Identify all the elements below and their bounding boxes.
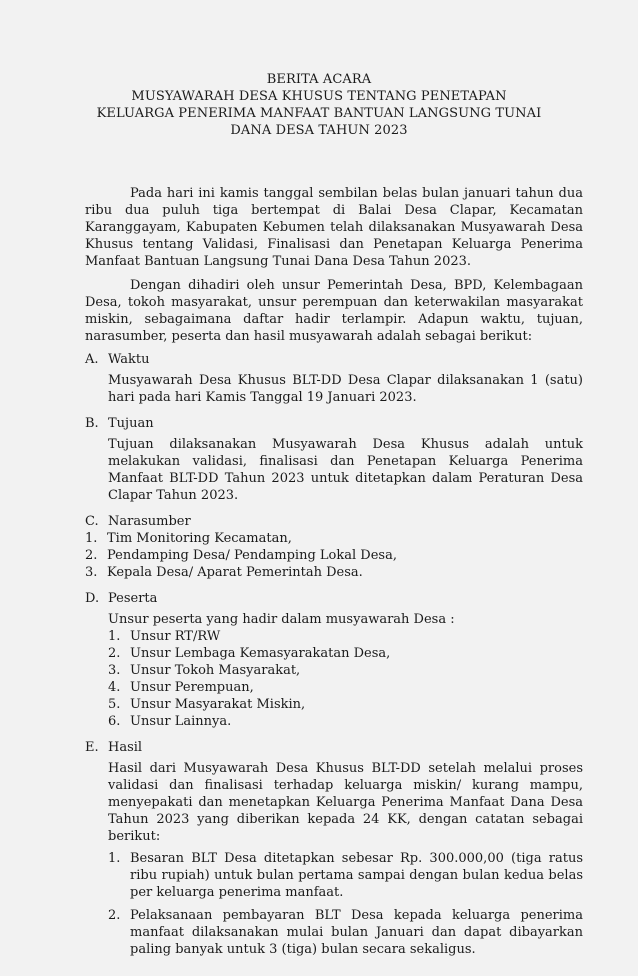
section-letter: D. — [85, 591, 100, 606]
list-item — [85, 547, 583, 564]
list-item — [108, 696, 583, 713]
list-text: Unsur Lembaga Kemasyarakatan Desa, — [130, 646, 391, 661]
list-item — [108, 628, 583, 645]
list-number: 5. — [108, 697, 121, 712]
document-header — [0, 71, 638, 139]
document-title: BERITA ACARA — [266, 72, 372, 87]
list-number: 3. — [108, 663, 121, 678]
list-text: Unsur Masyarakat Miskin, — [130, 697, 306, 712]
section-title: Narasumber — [108, 514, 191, 529]
list-number: 2. — [85, 548, 98, 563]
list-number: 2. — [108, 908, 121, 923]
list-text: Unsur Perempuan, — [130, 680, 254, 695]
section-letter: A. — [85, 352, 99, 367]
list-number: 1. — [85, 531, 98, 546]
document-body — [85, 185, 583, 958]
list-number: 3. — [85, 565, 98, 580]
list-number: 6. — [108, 714, 121, 729]
section-hasil — [85, 739, 583, 958]
list-item — [108, 907, 583, 958]
list-text: Unsur Tokoh Masyarakat, — [130, 663, 301, 678]
list-number: 1. — [108, 851, 121, 866]
section-title: Peserta — [108, 591, 158, 606]
list-text: Kepala Desa/ Aparat Pemerintah Desa. — [107, 565, 363, 580]
document-subtitle-line-3: DANA DESA TAHUN 2023 — [230, 123, 408, 138]
list-text: Unsur Lainnya. — [130, 714, 232, 729]
hasil-list — [85, 850, 583, 958]
section-narasumber — [85, 513, 583, 581]
document-subtitle-line-2: KELUARGA PENERIMA MANFAAT BANTUAN LANGSUNG TUNAI — [96, 106, 542, 121]
list-text: Pelaksanaan pembayaran BLT Desa kepada keluarga penerima manfaat dilaksanakan mulai bulan Januari dan dapat dibayarkan paling banyak untuk 3 (tiga) bulan secara sekaligus. — [130, 908, 583, 957]
section-tujuan — [85, 415, 583, 504]
list-item — [108, 713, 583, 730]
list-item — [85, 564, 583, 581]
list-item — [85, 530, 583, 547]
list-number: 4. — [108, 680, 121, 695]
narasumber-list — [85, 530, 583, 581]
section-text: Tujuan dilaksanakan Musyawarah Desa Khusus adalah untuk melakukan validasi, finalisasi dan Penetapan Keluarga Penerima Manfaat BLT-DD Tahun 2023 untuk ditetapkan dalam Peraturan Desa Clapar Tahun 2023. — [108, 437, 583, 503]
list-text: Tim Monitoring Kecamatan, — [107, 531, 292, 546]
section-letter: E. — [85, 740, 99, 755]
section-waktu — [85, 351, 583, 406]
intro-paragraph-1: Pada hari ini kamis tanggal sembilan belas bulan januari tahun dua ribu dua puluh tiga bertempat di Balai Desa Clapar, Kecamatan Karanggayam, Kabupaten Kebumen telah dilaksanakan Musyawarah Desa Khusus tentang Validasi, Finalisasi dan Penetapan Keluarga Penerima Manfaat Bantuan Langsung Tunai Dana Desa Tahun 2023. — [85, 186, 583, 269]
section-peserta — [85, 590, 583, 730]
intro-paragraph-2: Dengan dihadiri oleh unsur Pemerintah Desa, BPD, Kelembagaan Desa, tokoh masyarakat, unsur perempuan dan keterwakilan masyarakat miskin, sebagaimana daftar hadir terlampir. Adapun waktu, tujuan, narasumber, peserta dan hasil musyawarah adalah sebagai berikut: — [85, 278, 583, 344]
section-text: Unsur peserta yang hadir dalam musyawarah Desa : — [108, 612, 455, 627]
document-subtitle-line-1: MUSYAWARAH DESA KHUSUS TENTANG PENETAPAN — [131, 89, 507, 104]
section-title: Hasil — [108, 740, 143, 755]
peserta-list — [85, 628, 583, 730]
list-number: 1. — [108, 629, 121, 644]
list-item — [108, 850, 583, 901]
section-letter: B. — [85, 416, 99, 431]
section-title: Tujuan — [108, 416, 154, 431]
list-item — [108, 679, 583, 696]
section-text: Musyawarah Desa Khusus BLT-DD Desa Clapar dilaksanakan 1 (satu) hari pada hari Kamis Tanggal 19 Januari 2023. — [108, 373, 583, 405]
list-text: Besaran BLT Desa ditetapkan sebesar Rp. 300.000,00 (tiga ratus ribu rupiah) untuk bulan pertama sampai dengan bulan kedua belas per keluarga penerima manfaat. — [130, 851, 583, 900]
section-title: Waktu — [108, 352, 150, 367]
list-text: Unsur RT/RW — [130, 629, 221, 644]
section-letter: C. — [85, 514, 99, 529]
list-number: 2. — [108, 646, 121, 661]
section-text: Hasil dari Musyawarah Desa Khusus BLT-DD setelah melalui proses validasi dan finalisasi terhadap keluarga miskin/ kurang mampu, menyepakati dan menetapkan Keluarga Penerima Manfaat Dana Desa Tahun 2023 yang diberikan kepada 24 KK, dengan catatan sebagai berikut: — [108, 761, 583, 844]
list-item — [108, 662, 583, 679]
list-text: Pendamping Desa/ Pendamping Lokal Desa, — [107, 548, 397, 563]
list-item — [108, 645, 583, 662]
